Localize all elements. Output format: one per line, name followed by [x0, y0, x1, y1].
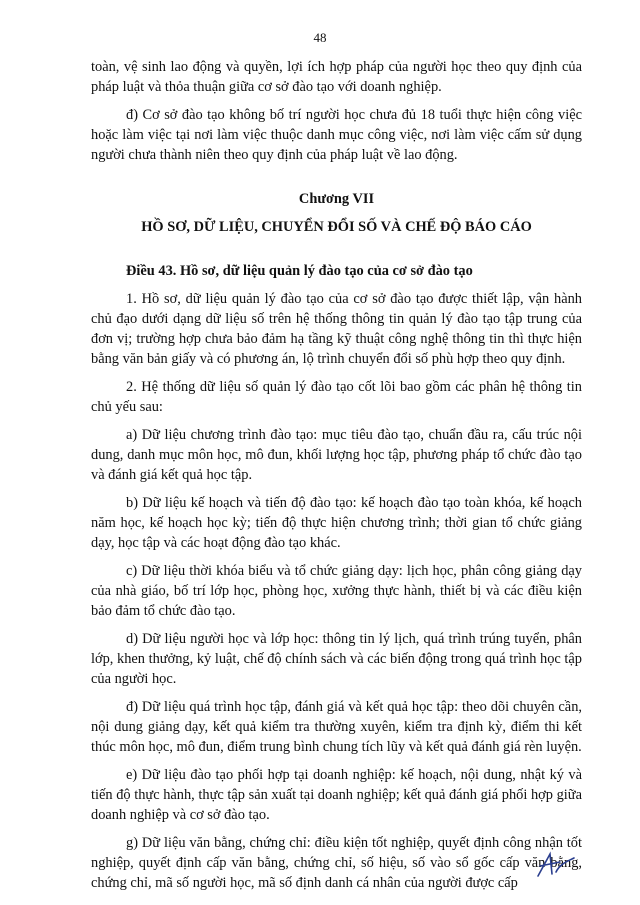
chapter-subtitle: HỒ SƠ, DỮ LIỆU, CHUYỂN ĐỔI SỐ VÀ CHẾ ĐỘ BÁO CÁO	[141, 219, 532, 235]
article-paragraph: e) Dữ liệu đào tạo phối hợp tại doanh nghiệp: kế hoạch, nội dung, nhật ký và tiến độ thực hành, thực tập sản xuất tại doanh nghiệp; kết quả đánh giá phối hợp giữa doanh nghiệp và cơ sở đào tạo.	[91, 767, 582, 823]
paragraph: đ) Cơ sở đào tạo không bố trí người học chưa đủ 18 tuổi thực hiện công việc hoặc làm việc tại nơi làm việc thuộc danh mục công việc, nơi làm việc cấm sử dụng người chưa thành niên theo quy định của pháp luật về lao động.	[91, 107, 582, 163]
document-body	[91, 57, 582, 901]
signature-initial	[530, 850, 580, 880]
article-paragraph: d) Dữ liệu người học và lớp học: thông tin lý lịch, quá trình trúng tuyển, phân lớp, khen thưởng, kỷ luật, chế độ chính sách và các biến động trong quá trình học tập của người học.	[91, 631, 582, 687]
chapter-title: Chương VII	[298, 191, 375, 207]
article-paragraph: đ) Dữ liệu quá trình học tập, đánh giá và kết quả học tập: theo dõi chuyên cần, nội dung giảng dạy, kết quả kiểm tra thường xuyên, kiểm tra định kỳ, điểm thi kết thúc môn học, mô đun, điểm trung bình chung tích lũy và kết quả đánh giá rèn luyện.	[91, 699, 582, 755]
article-paragraph: b) Dữ liệu kế hoạch và tiến độ đào tạo: kế hoạch đào tạo toàn khóa, kế hoạch năm học, kế hoạch học kỳ; tiến độ thực hiện chương trình; thời gian tổ chức giảng dạy, học tập và các hoạt động đào tạo khác.	[91, 495, 582, 551]
article-paragraph: 1. Hồ sơ, dữ liệu quản lý đào tạo của cơ sở đào tạo được thiết lập, vận hành chủ đạo dưới dạng dữ liệu số trên hệ thống thông tin quản lý đào tạo tập trung của đơn vị; trường hợp chưa bảo đảm hạ tầng kỹ thuật công nghệ thông tin thì thực hiện bằng văn bản giấy và có phương án, lộ trình chuyển đổi số phù hợp theo quy định.	[91, 291, 582, 367]
article-paragraph: g) Dữ liệu văn bằng, chứng chỉ: điều kiện tốt nghiệp, quyết định công nhận tốt nghiệp, quyết định cấp văn bằng, chứng chỉ, số hiệu, số vào sổ gốc cấp văn bằng, chứng chỉ, mã số người học, mã số định danh cá nhân của người được cấp	[91, 835, 582, 891]
page-number: 48	[313, 30, 327, 45]
article-title: Điều 43. Hồ sơ, dữ liệu quản lý đào tạo của cơ sở đào tạo	[126, 263, 473, 279]
article-paragraph: a) Dữ liệu chương trình đào tạo: mục tiêu đào tạo, chuẩn đầu ra, cấu trúc nội dung, danh mục môn học, mô đun, khối lượng học tập, phương pháp tổ chức đào tạo và đánh giá kết quả học tập.	[91, 427, 582, 483]
article-paragraph: 2. Hệ thống dữ liệu số quản lý đào tạo cốt lõi bao gồm các phân hệ thông tin chủ yếu sau:	[91, 379, 582, 415]
article-paragraph: c) Dữ liệu thời khóa biểu và tổ chức giảng dạy: lịch học, phân công giảng dạy của nhà giáo, bố trí lớp học, phòng học, xưởng thực hành, thiết bị và các điều kiện bảo đảm tổ chức đào tạo.	[91, 563, 582, 619]
paragraph-continued: toàn, vệ sinh lao động và quyền, lợi ích hợp pháp của người học theo quy định của pháp luật và thỏa thuận giữa cơ sở đào tạo với doanh nghiệp.	[91, 59, 582, 95]
